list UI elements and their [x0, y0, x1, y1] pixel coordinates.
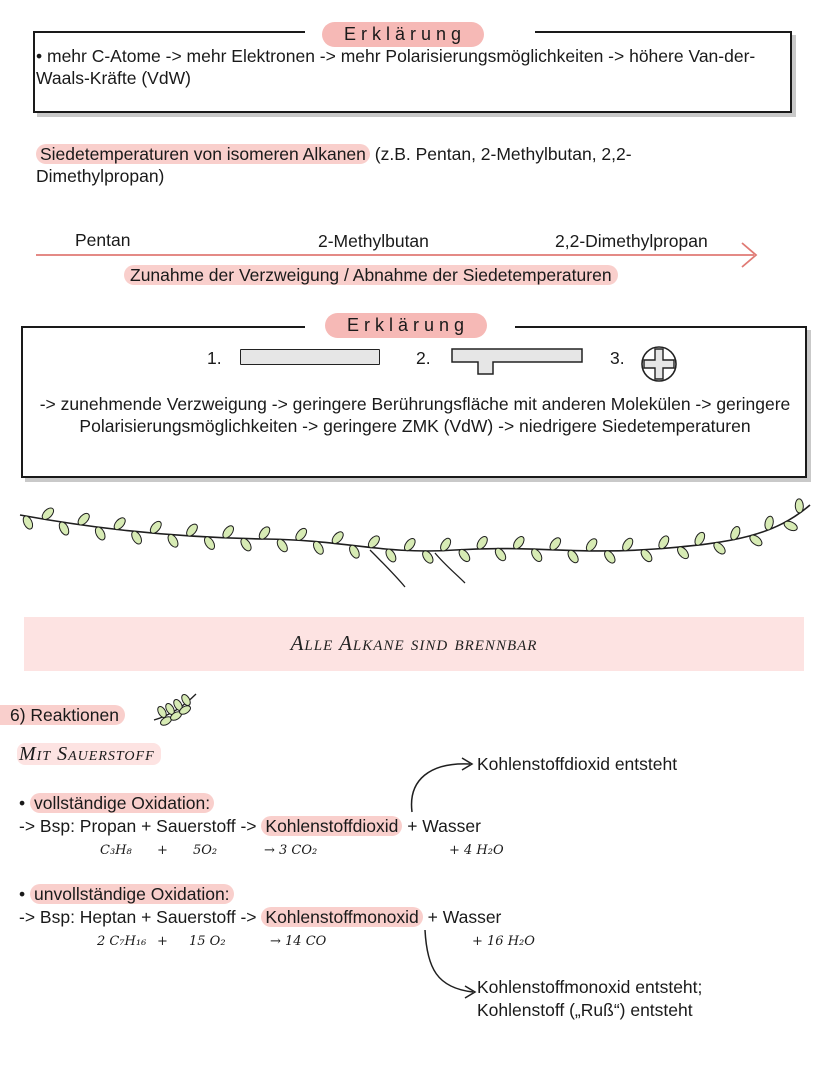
- incomplete-formula-plus: +: [157, 934, 168, 949]
- incomplete-note-2: Kohlenstoff („Ruß“) entsteht: [477, 1000, 693, 1020]
- incomplete-oxidation-label: unvollständige Oxidation:: [30, 884, 234, 904]
- scale-label-pentan: Pentan: [75, 230, 131, 250]
- scale-caption: [124, 264, 618, 286]
- incomplete-formula-reactant-2: 15 O₂: [189, 934, 226, 949]
- spherical-molecule-shape: [640, 345, 678, 383]
- complete-note: Kohlenstoffdioxid entsteht: [477, 754, 678, 774]
- boiling-point-heading: [36, 143, 736, 187]
- complete-formula-product-2: + 4 H₂O: [449, 843, 504, 858]
- incomplete-line-a: -> Bsp: Heptan + Sauerstoff ->: [19, 907, 262, 927]
- incomplete-line-highlight: Kohlenstoffmonoxid: [261, 907, 422, 927]
- curved-arrow-down-icon: [415, 928, 485, 1000]
- incomplete-formula-product-2: + 16 H₂O: [472, 934, 535, 949]
- complete-formula-product-1: → 3 CO₂: [264, 843, 318, 858]
- explanation-text-1: • mehr C-Atome -> mehr Elektronen -> mehr Polarisierungsmöglichkeiten -> höhere Van-der-Waals-Kräfte (VdW): [36, 46, 756, 88]
- explanation-title-1: Erklärung: [322, 22, 484, 47]
- bullet: •: [19, 884, 30, 904]
- complete-formula-reactant-1: C₃H₈: [100, 843, 132, 858]
- branched-molecule-shape: [451, 348, 585, 378]
- linear-molecule-shape: [240, 349, 380, 365]
- explanation-text-2: -> zunehmende Verzweigung -> geringere Berührungsfläche mit anderen Molekülen -> geringere Polarisierungsmöglichkeiten -> geringere ZMK (VdW) -> niedrigere Siedetemperaturen: [39, 394, 791, 436]
- vine-decoration: [15, 495, 815, 590]
- complete-line-highlight: Kohlenstoffdioxid: [261, 816, 402, 836]
- shape-number-2: 2.: [416, 348, 431, 368]
- bullet: •: [19, 793, 30, 813]
- section-title-text: 6) Reaktionen: [0, 705, 125, 725]
- curved-arrow-up-icon: [400, 750, 480, 816]
- complete-formula-reactant-2: 5O₂: [193, 843, 218, 858]
- incomplete-formula-reactant-1: 2 C₇H₁₆: [97, 934, 147, 949]
- incomplete-oxidation-line: [19, 906, 501, 928]
- incomplete-note-1: Kohlenstoffmonoxid entsteht;: [477, 977, 703, 997]
- oxygen-subtitle-text: Mit Sauerstoff: [17, 743, 161, 765]
- flammable-banner-text: Alle Alkane sind brennbar: [290, 631, 538, 655]
- explanation-title-2: Erklärung: [325, 313, 487, 338]
- scale-label-methylbutan: 2-Methylbutan: [318, 231, 429, 251]
- complete-oxidation-heading: [19, 792, 214, 814]
- flammable-banner: [24, 617, 804, 671]
- incomplete-oxidation-heading: [19, 883, 234, 905]
- complete-line-a: -> Bsp: Propan + Sauerstoff ->: [19, 816, 262, 836]
- shape-number-1: 1.: [207, 348, 222, 368]
- complete-oxidation-label: vollständige Oxidation:: [30, 793, 214, 813]
- incomplete-line-b: + Wasser: [422, 907, 502, 927]
- complete-oxidation-line: [19, 815, 481, 837]
- scale-label-dimethylpropan: 2,2-Dimethylpropan: [555, 231, 708, 251]
- incomplete-formula-product-1: → 14 CO: [270, 934, 327, 949]
- complete-formula-plus: +: [157, 843, 168, 858]
- vine-leaf: [795, 499, 804, 513]
- heading-highlight: Siedetemperaturen von isomeren Alkanen: [36, 144, 370, 164]
- section-title: [0, 704, 125, 726]
- oxygen-subtitle: [17, 743, 161, 766]
- complete-line-b: + Wasser: [402, 816, 481, 836]
- scale-caption-text: Zunahme der Verzweigung / Abnahme der Siedetemperaturen: [124, 265, 618, 285]
- heading-rest: (z.B. Pentan, 2-Methylbutan, 2,2-Dimethylpropan): [36, 144, 632, 186]
- shape-number-3: 3.: [610, 348, 625, 368]
- leaf-branch-icon: [150, 690, 200, 726]
